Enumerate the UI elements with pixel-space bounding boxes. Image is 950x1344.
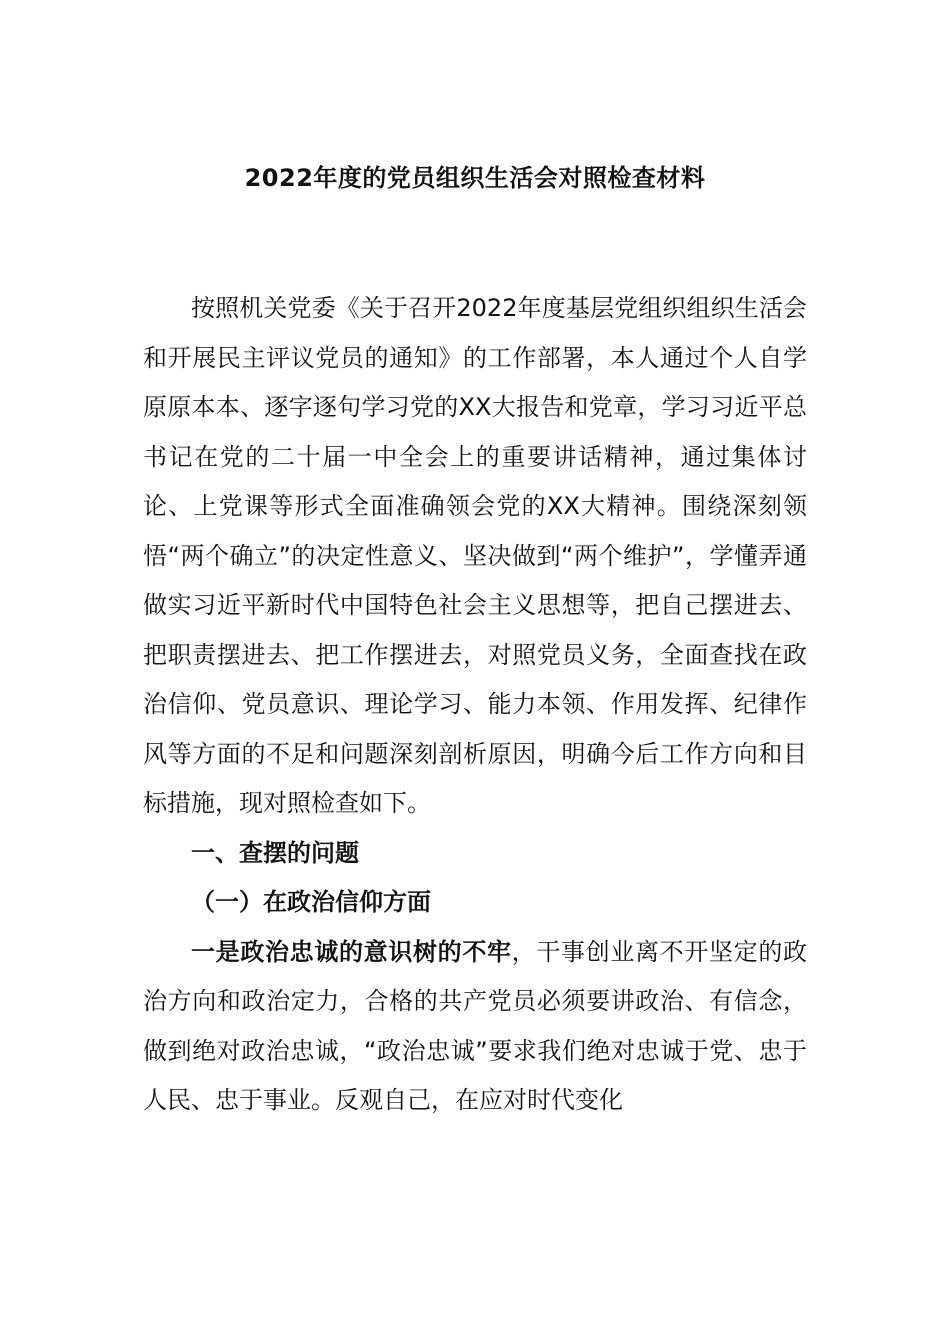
document-body — [143, 284, 807, 1126]
intro-paragraph: 按照机关党委《关于召开2022年度基层党组织组织生活会和开展民主评议党员的通知》的工作部署，本人通过个人自学原原本本、逐字逐句学习党的XX大报告和党章，学习习近平总书记在党的二十届一中全会上的重要讲话精神，通过集体讨论、上党课等形式全面准确领会党的XX大精神。围绕深刻领悟“两个确立”的决定性意义、坚决做到“两个维护”，学懂弄通做实习近平新时代中国特色社会主义思想等，把自己摆进去、把职责摆进去、把工作摆进去，对照党员义务，全面查找在政治信仰、党员意识、理论学习、能力本领、作用发挥、纪律作风等方面的不足和问题深刻剖析原因，明确今后工作方向和目标措施，现对照检查如下。 — [143, 294, 807, 817]
point-paragraph — [143, 928, 807, 1126]
point-lead: 一是政治忠诚的意识树的不牢 — [191, 937, 512, 966]
subsection-heading: （一）在政治信仰方面 — [191, 888, 431, 916]
document-title: 2022年度的党员组织生活会对照检查材料 — [244, 164, 706, 192]
section-heading: 一、查摆的问题 — [191, 838, 359, 867]
point-body: ，干事创业离不开坚定的政治方向和政治定力，合格的共产党员必须要讲政治、有信念，做到绝对政治忠诚，“政治忠诚”要求我们绝对忠诚于党、忠于人民、忠于事业。反观自己，在应对时代变化 — [143, 937, 808, 1114]
